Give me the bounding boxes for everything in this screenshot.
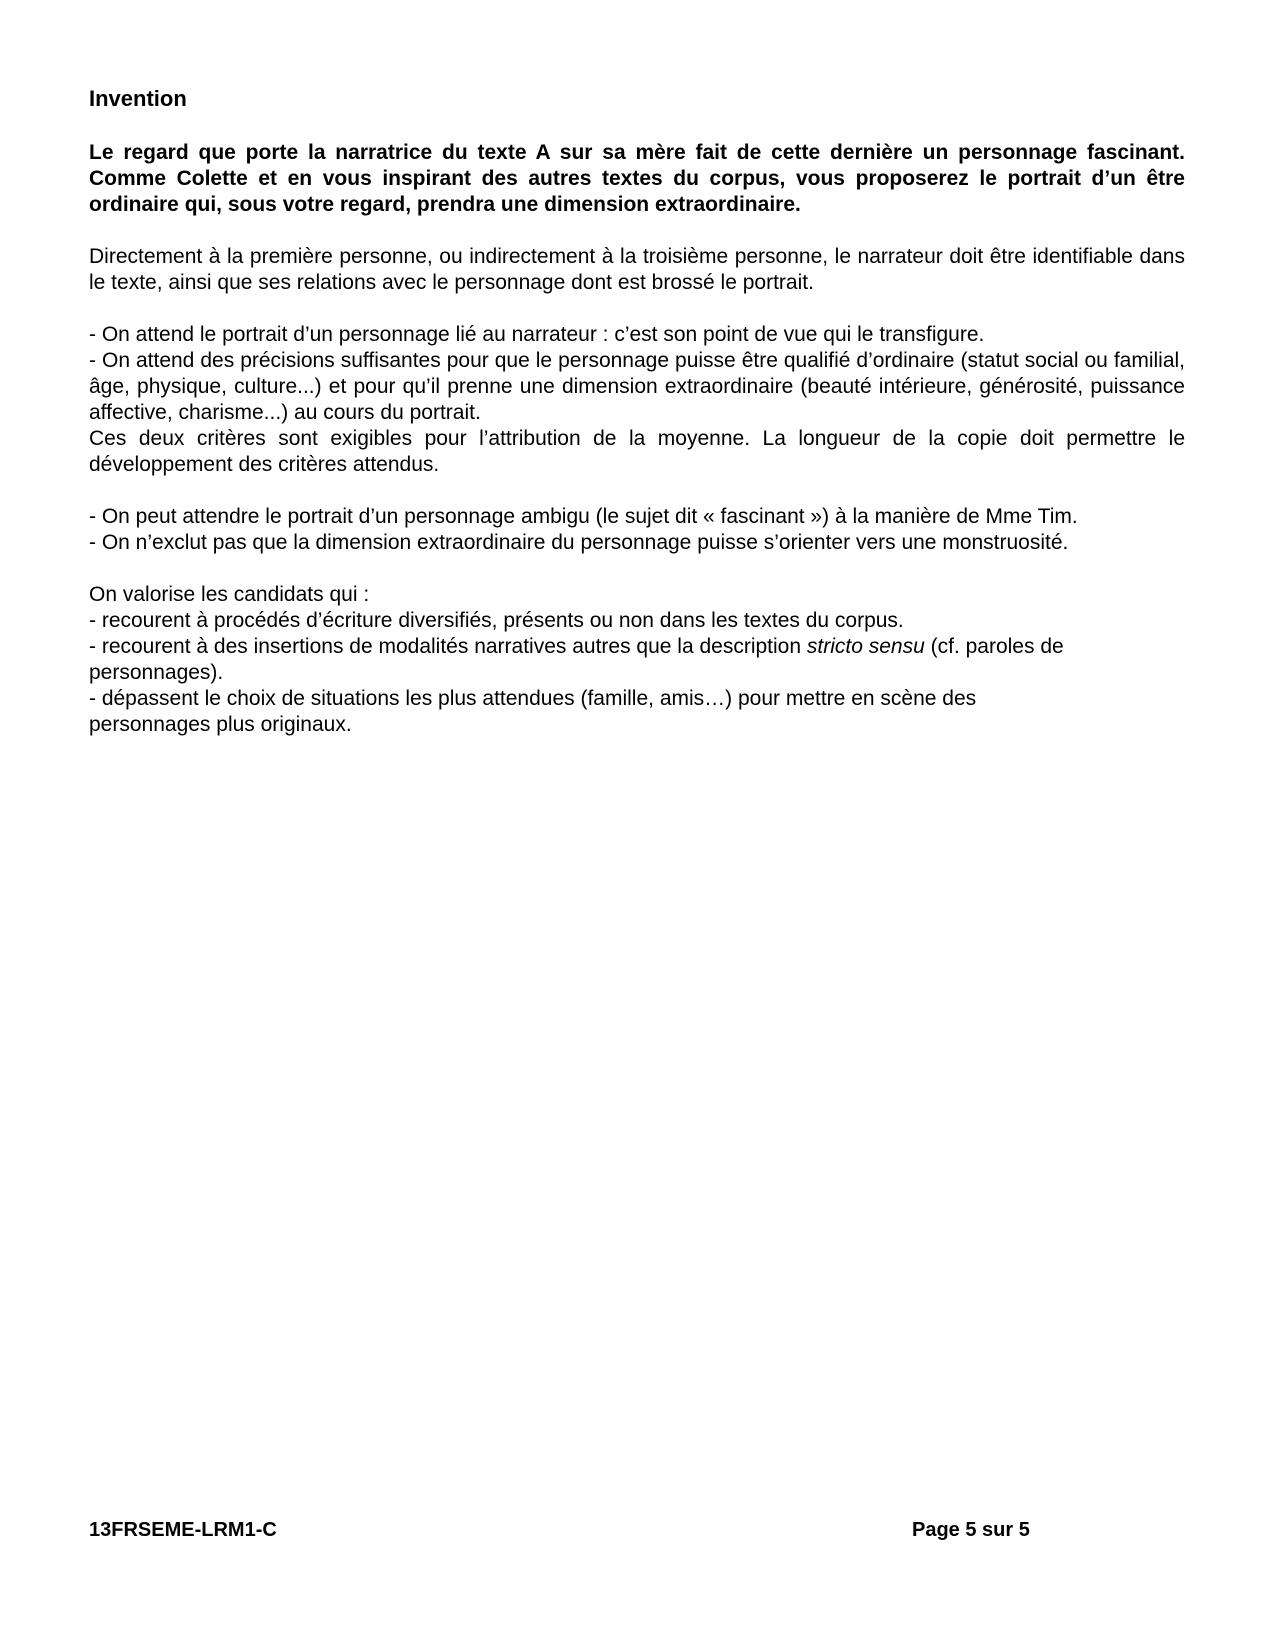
page-number: Page 5 sur 5 bbox=[912, 1519, 1030, 1541]
section-heading: Invention bbox=[89, 86, 187, 111]
valorise-item-3-line-2: personnages plus originaux. bbox=[89, 713, 352, 736]
criteria-block bbox=[89, 322, 1185, 478]
criteria-item-2: - On attend des précisions suffisantes pour que le personnage puisse être qualifié d’ordinaire (statut social ou familial, âge, physique, culture...) et pour qu’il prenne une dimension extraordinaire (beauté intérieure, générosité, puissance affective, charisme...) au cours du portrait. bbox=[89, 349, 1185, 424]
valorise-intro: On valorise les candidats qui : bbox=[89, 583, 370, 606]
page-content bbox=[89, 86, 1185, 764]
criteria-note: Ces deux critères sont exigibles pour l’attribution de la moyenne. La longueur de la copie doit permettre le développement des critères attendus. bbox=[89, 427, 1185, 476]
valorise-item-2-before: - recourent à des insertions de modalités narratives autres que la description bbox=[89, 635, 807, 658]
options-item-2: - On n’exclut pas que la dimension extraordinaire du personnage puisse s’orienter vers une monstruosité. bbox=[89, 531, 1069, 554]
options-block bbox=[89, 504, 1185, 556]
document-code: 13FRSEME-LRM1-C bbox=[89, 1519, 277, 1541]
criteria-item-1: - On attend le portrait d’un personnage lié au narrateur : c’est son point de vue qui le transfigure. bbox=[89, 323, 985, 346]
intro-paragraph: Directement à la première personne, ou indirectement à la troisième personne, le narrateur doit être identifiable dans le texte, ainsi que ses relations avec le personnage dont est brossé le portrait. bbox=[89, 245, 1185, 294]
valorise-item-2-italic: stricto sensu bbox=[806, 635, 925, 658]
valorise-item-2-after: (cf. paroles de personnages). bbox=[89, 635, 1064, 684]
valorise-block bbox=[89, 582, 1185, 738]
essay-prompt: Le regard que porte la narratrice du texte A sur sa mère fait de cette dernière un personnage fascinant. Comme Colette et en vous inspirant des autres textes du corpus, vous proposerez le portrait d’un être ordinaire qui, sous votre regard, prendra une dimension extraordinaire. bbox=[89, 141, 1185, 216]
options-item-1: - On peut attendre le portrait d’un personnage ambigu (le sujet dit « fascinant ») à la manière de Mme Tim. bbox=[89, 505, 1078, 528]
valorise-item-2 bbox=[89, 634, 1185, 686]
valorise-item-1: - recourent à procédés d’écriture diversifiés, présents ou non dans les textes du corpus. bbox=[89, 609, 904, 632]
valorise-item-3-line-1: - dépassent le choix de situations les plus attendues (famille, amis…) pour mettre en scène des bbox=[89, 687, 977, 710]
